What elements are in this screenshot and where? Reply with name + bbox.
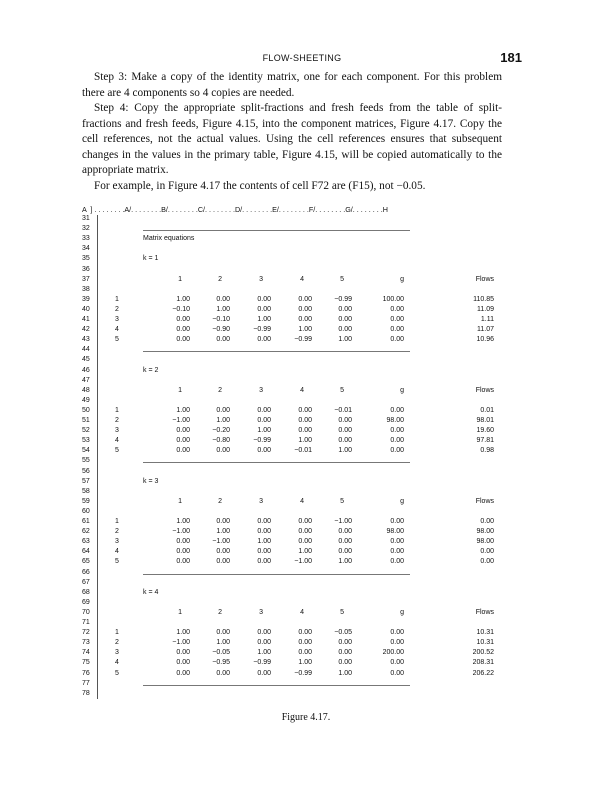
matrix-cell: 0.00 — [390, 305, 404, 313]
row-number: 34 — [82, 245, 90, 253]
matrix-cell: 200.00 — [382, 649, 404, 657]
row-number: 76 — [82, 669, 90, 677]
row-number: 68 — [82, 588, 90, 596]
matrix-cell: −0.95 — [212, 659, 230, 667]
row-number: 35 — [82, 255, 90, 263]
matrix-cell: −0.99 — [253, 326, 271, 334]
matrix-cell: 0.00 — [216, 558, 230, 566]
column-label: g — [400, 275, 404, 283]
matrix-cell: 0.00 — [257, 417, 271, 424]
matrix-cell: −0.99 — [253, 659, 271, 667]
spreadsheet-row — [82, 397, 502, 407]
matrix-cell: −1.00 — [172, 639, 190, 647]
matrix-cell: −1.00 — [294, 558, 312, 566]
matrix-cell: 0.00 — [480, 518, 494, 525]
row-number: 41 — [82, 316, 90, 323]
matrix-cell: 0.00 — [298, 316, 312, 323]
row-index: 4 — [115, 437, 119, 445]
matrix-row — [82, 649, 502, 659]
matrix-cell: −0.80 — [212, 437, 230, 445]
matrix-row — [82, 447, 502, 457]
column-label: 5 — [340, 275, 344, 283]
matrix-cell: −0.90 — [212, 326, 230, 334]
row-number: 77 — [82, 679, 90, 687]
row-index: 1 — [115, 629, 119, 637]
matrix-cell: 206.22 — [472, 669, 494, 677]
row-number: 32 — [82, 225, 90, 233]
spreadsheet-row — [82, 286, 502, 296]
row-number: 54 — [82, 447, 90, 455]
matrix-cell: 0.00 — [176, 316, 190, 323]
row-index: 4 — [115, 659, 119, 667]
row-number: 62 — [82, 528, 90, 536]
matrix-row — [82, 316, 502, 326]
matrix-cell: 0.00 — [390, 659, 404, 667]
matrix-cell: 0.00 — [216, 447, 230, 455]
matrix-row — [82, 336, 502, 346]
matrix-cell: 1.00 — [338, 669, 352, 677]
column-label: 2 — [218, 386, 222, 394]
column-label: Flows — [475, 608, 494, 616]
matrix-cell: 0.00 — [257, 639, 271, 647]
matrix-cell: 0.00 — [480, 558, 494, 566]
matrix-cell: 98.00 — [386, 417, 404, 424]
matrix-cell: 0.00 — [390, 629, 404, 637]
matrix-cell: −0.20 — [212, 427, 230, 435]
matrix-cell: 1.00 — [176, 406, 190, 414]
matrix-cell: 10.31 — [476, 639, 494, 647]
matrix-cell: 10.31 — [476, 629, 494, 637]
matrix-cell: 0.00 — [257, 629, 271, 637]
matrix-cell: −0.99 — [334, 295, 352, 303]
matrix-cell: 1.00 — [176, 518, 190, 525]
column-label: 3 — [259, 608, 263, 616]
spreadsheet-row — [82, 619, 502, 629]
matrix-row — [82, 670, 502, 680]
matrix-row — [82, 528, 502, 538]
matrix-cell: 98.01 — [476, 417, 494, 424]
column-label: Flows — [475, 497, 494, 505]
matrix-cell: −0.01 — [294, 447, 312, 455]
row-number: 50 — [82, 406, 90, 414]
matrix-equations-title: Matrix equations — [143, 235, 195, 243]
matrix-cell: 1.00 — [176, 295, 190, 303]
matrix-cell: 0.00 — [298, 518, 312, 525]
k-label: k = 2 — [143, 366, 159, 374]
matrix-cell: 0.00 — [338, 548, 352, 556]
matrix-cell: 1.11 — [480, 316, 494, 323]
matrix-cell: 0.00 — [338, 305, 352, 313]
matrix-cell: 0.00 — [390, 538, 404, 546]
row-number: 67 — [82, 578, 90, 586]
matrix-row — [82, 538, 502, 548]
row-number: 43 — [82, 336, 90, 344]
matrix-row — [82, 296, 502, 306]
row-index: 1 — [115, 406, 119, 414]
row-number: 47 — [82, 376, 90, 384]
matrix-cell: 0.00 — [176, 336, 190, 344]
matrix-cell: 0.00 — [176, 437, 190, 445]
column-label: g — [400, 608, 404, 616]
matrix-cell: 1.00 — [298, 437, 312, 445]
row-index: 1 — [115, 295, 119, 303]
row-number: 53 — [82, 437, 90, 445]
matrix-cell: 11.07 — [477, 326, 494, 334]
matrix-cell: 0.00 — [176, 649, 190, 657]
column-label: 1 — [178, 386, 182, 394]
matrix-cell: 98.00 — [386, 528, 404, 536]
matrix-cell: 0.00 — [257, 669, 271, 677]
row-number: 31 — [82, 215, 90, 222]
matrix-cell: 0.00 — [257, 518, 271, 525]
row-index: 2 — [115, 639, 119, 647]
row-number: 61 — [82, 518, 90, 525]
matrix-cell: 0.00 — [257, 548, 271, 556]
column-label: 3 — [259, 275, 263, 283]
row-number: 51 — [82, 417, 90, 424]
matrix-cell: 0.00 — [338, 538, 352, 546]
matrix-cell: −0.99 — [294, 336, 312, 344]
row-number: 57 — [82, 477, 90, 485]
matrix-cell: 0.00 — [338, 437, 352, 445]
matrix-cell: −0.99 — [253, 437, 271, 445]
matrix-row — [82, 659, 502, 669]
k-label: k = 3 — [143, 477, 159, 485]
row-number: 55 — [82, 457, 90, 465]
matrix-cell: 0.00 — [390, 518, 404, 525]
section-rule — [143, 351, 410, 352]
row-number: 38 — [82, 285, 90, 293]
matrix-cell: 0.00 — [390, 427, 404, 435]
row-number: 72 — [82, 629, 90, 637]
matrix-cell: 1.00 — [216, 639, 230, 647]
matrix-cell: 0.00 — [338, 649, 352, 657]
column-label: 1 — [178, 275, 182, 283]
row-number: 64 — [82, 548, 90, 556]
column-label: 1 — [178, 497, 182, 505]
matrix-cell: 1.00 — [298, 659, 312, 667]
matrix-cell: 0.00 — [298, 528, 312, 536]
matrix-cell: −0.10 — [212, 316, 230, 323]
row-index: 1 — [115, 518, 119, 525]
matrix-cell: 19.60 — [476, 427, 494, 435]
matrix-cell: 0.00 — [216, 669, 230, 677]
spreadsheet-row — [82, 579, 502, 589]
matrix-row — [82, 629, 502, 639]
row-index: 5 — [115, 669, 119, 677]
matrix-cell: 0.98 — [480, 447, 494, 455]
matrix-cell: 0.00 — [176, 326, 190, 334]
matrix-cell: 1.00 — [216, 528, 230, 536]
spreadsheet-row — [82, 356, 502, 366]
matrix-cell: 0.00 — [390, 447, 404, 455]
matrix-cell: 200.52 — [472, 649, 494, 657]
row-number: 75 — [82, 659, 90, 667]
row-number: 63 — [82, 538, 90, 546]
column-label: 3 — [259, 386, 263, 394]
row-number: 49 — [82, 396, 90, 404]
row-number: 33 — [82, 235, 90, 243]
row-number: 42 — [82, 326, 90, 334]
matrix-cell: 0.00 — [257, 447, 271, 455]
row-number: 36 — [82, 265, 90, 273]
matrix-cell: 1.00 — [338, 558, 352, 566]
row-number: 70 — [82, 608, 90, 616]
matrix-cell: 0.00 — [298, 649, 312, 657]
matrix-row — [82, 639, 502, 649]
matrix-cell: 0.00 — [298, 538, 312, 546]
matrix-cell: 0.00 — [338, 427, 352, 435]
matrix-header-row — [82, 387, 502, 397]
matrix-header-row — [82, 609, 502, 619]
matrix-cell: 0.00 — [390, 336, 404, 344]
matrix-cell: 0.00 — [390, 326, 404, 334]
column-label: 5 — [340, 608, 344, 616]
section-rule — [143, 574, 410, 575]
matrix-row — [82, 427, 502, 437]
matrix-cell: 0.00 — [338, 417, 352, 424]
matrix-header-row — [82, 498, 502, 508]
k-label: k = 1 — [143, 255, 159, 263]
matrix-cell: 10.96 — [476, 336, 494, 344]
row-index: 5 — [115, 558, 119, 566]
matrix-cell: 0.00 — [298, 639, 312, 647]
paragraph-step-3: Step 3: Make a copy of the identity matrix, one for each component. For this problem there are 4 components so 4 copies are needed. — [82, 71, 502, 99]
row-number: 74 — [82, 649, 90, 657]
matrix-cell: 0.00 — [216, 548, 230, 556]
matrix-cell: 110.85 — [473, 295, 494, 303]
row-number: 66 — [82, 568, 90, 576]
matrix-row — [82, 437, 502, 447]
body-text — [82, 70, 502, 194]
matrix-cell: 0.00 — [176, 669, 190, 677]
matrix-cell: 1.00 — [257, 538, 271, 546]
row-number: 56 — [82, 467, 90, 475]
matrix-cell: 0.00 — [298, 406, 312, 414]
row-index: 5 — [115, 336, 119, 344]
matrix-cell: 11.09 — [477, 305, 494, 313]
matrix-cell: 0.00 — [390, 669, 404, 677]
row-index: 2 — [115, 417, 119, 424]
column-label: 4 — [300, 275, 304, 283]
column-label: 5 — [340, 497, 344, 505]
matrix-header-row — [82, 276, 502, 286]
matrix-cell: 0.00 — [298, 295, 312, 303]
matrix-cell: 0.00 — [257, 336, 271, 344]
matrix-cell: 0.00 — [338, 326, 352, 334]
column-label: 2 — [218, 608, 222, 616]
matrix-cell: 1.00 — [257, 427, 271, 435]
row-number: 37 — [82, 275, 90, 283]
matrix-cell: 0.00 — [257, 558, 271, 566]
column-label: g — [400, 386, 404, 394]
row-number: 69 — [82, 598, 90, 606]
matrix-cell: 0.00 — [216, 629, 230, 637]
row-number: 59 — [82, 497, 90, 505]
matrix-row — [82, 417, 502, 427]
column-label: 3 — [259, 497, 263, 505]
matrix-cell: 0.00 — [216, 518, 230, 525]
column-label: g — [400, 497, 404, 505]
matrix-cell: 0.00 — [176, 558, 190, 566]
row-number: 60 — [82, 507, 90, 515]
matrix-cell: 1.00 — [176, 629, 190, 637]
row-index: 3 — [115, 316, 119, 323]
column-label: Flows — [475, 275, 494, 283]
column-label: Flows — [475, 386, 494, 394]
column-label: 2 — [218, 275, 222, 283]
matrix-cell: −0.99 — [294, 669, 312, 677]
column-label: 5 — [340, 386, 344, 394]
matrix-cell: 0.00 — [257, 406, 271, 414]
matrix-cell: 0.00 — [390, 406, 404, 414]
column-label: 2 — [218, 497, 222, 505]
matrix-cell: −0.05 — [212, 649, 230, 657]
row-index: 3 — [115, 649, 119, 657]
matrix-cell: 98.00 — [476, 538, 494, 546]
matrix-cell: 1.00 — [298, 548, 312, 556]
matrix-cell: 1.00 — [216, 417, 230, 424]
matrix-cell: 0.00 — [338, 659, 352, 667]
matrix-cell: 1.00 — [257, 649, 271, 657]
spreadsheet-row — [82, 599, 502, 609]
matrix-cell: 1.00 — [338, 336, 352, 344]
column-label: 1 — [178, 608, 182, 616]
matrix-cell: 0.00 — [298, 427, 312, 435]
matrix-cell: 0.00 — [338, 316, 352, 323]
matrix-cell: 1.00 — [338, 447, 352, 455]
row-number: 52 — [82, 427, 90, 435]
matrix-cell: −1.00 — [172, 528, 190, 536]
row-number: 48 — [82, 386, 90, 394]
row-index: 4 — [115, 548, 119, 556]
section-rule — [143, 230, 410, 231]
spreadsheet-row — [82, 266, 502, 276]
k-label: k = 4 — [143, 588, 159, 596]
matrix-cell: 0.00 — [480, 548, 494, 556]
matrix-cell: 0.00 — [390, 437, 404, 445]
row-index: 3 — [115, 538, 119, 546]
column-label: 4 — [300, 386, 304, 394]
matrix-cell: 0.00 — [298, 417, 312, 424]
row-number: 40 — [82, 305, 90, 313]
matrix-cell: 0.00 — [298, 305, 312, 313]
matrix-cell: 0.00 — [390, 316, 404, 323]
section-rule — [143, 462, 410, 463]
row-number: 65 — [82, 558, 90, 566]
spreadsheet-row — [82, 488, 502, 498]
spreadsheet-row — [82, 215, 502, 225]
spreadsheet-row — [82, 690, 502, 700]
row-number: 39 — [82, 295, 90, 303]
section-rule — [143, 685, 410, 686]
matrix-cell: 0.00 — [216, 406, 230, 414]
row-number: 44 — [82, 346, 90, 354]
matrix-cell: 1.00 — [257, 316, 271, 323]
row-number: 46 — [82, 366, 90, 374]
matrix-cell: −0.05 — [334, 629, 352, 637]
matrix-cell: −0.01 — [334, 406, 352, 414]
row-index: 5 — [115, 447, 119, 455]
matrix-cell: 98.00 — [476, 528, 494, 536]
matrix-row — [82, 407, 502, 417]
column-label: 4 — [300, 497, 304, 505]
matrix-cell: 0.00 — [216, 336, 230, 344]
matrix-cell: 0.00 — [390, 639, 404, 647]
matrix-cell: 0.00 — [338, 639, 352, 647]
spreadsheet-row — [82, 468, 502, 478]
matrix-cell: 208.31 — [472, 659, 494, 667]
running-head-title: FLOW-SHEETING — [262, 53, 342, 63]
matrix-cell: −1.00 — [334, 518, 352, 525]
matrix-cell: 0.00 — [338, 528, 352, 536]
row-number: 45 — [82, 356, 90, 364]
matrix-cell: 0.00 — [390, 548, 404, 556]
matrix-cell: −1.00 — [172, 417, 190, 424]
row-index: 2 — [115, 305, 119, 313]
row-number: 73 — [82, 639, 90, 647]
matrix-cell: 0.00 — [176, 548, 190, 556]
row-index: 3 — [115, 427, 119, 435]
matrix-cell: 0.00 — [176, 659, 190, 667]
spreadsheet-row — [82, 508, 502, 518]
spreadsheet-row — [82, 245, 502, 255]
column-label: 4 — [300, 608, 304, 616]
page-header — [82, 50, 522, 66]
matrix-cell: 0.00 — [216, 295, 230, 303]
matrix-cell: 0.00 — [298, 629, 312, 637]
matrix-cell: 0.00 — [176, 447, 190, 455]
spreadsheet-column-header: A ] . . . . . . . .A/. . . . . . . .B/. . . . . . . .C/. . . . . . . .D/. . . . . . . .E/. . . . . . . .F/. . . . . . . .G/. . . . . . . .H — [82, 205, 388, 214]
matrix-cell: −0.10 — [172, 305, 190, 313]
figure-caption: Figure 4.17. — [281, 712, 331, 723]
row-index: 2 — [115, 528, 119, 536]
row-number: 58 — [82, 487, 90, 495]
matrix-cell: 1.00 — [298, 326, 312, 334]
matrix-cell: −1.00 — [212, 538, 230, 546]
matrix-row — [82, 558, 502, 568]
matrix-cell: 0.00 — [390, 558, 404, 566]
matrix-row — [82, 518, 502, 528]
spreadsheet-row — [82, 377, 502, 387]
matrix-row — [82, 548, 502, 558]
matrix-cell: 0.01 — [480, 406, 494, 414]
page-number: 181 — [500, 50, 522, 65]
matrix-cell: 0.00 — [257, 305, 271, 313]
matrix-cell: 1.00 — [216, 305, 230, 313]
matrix-cell: 100.00 — [382, 295, 404, 303]
matrix-cell: 0.00 — [176, 427, 190, 435]
matrix-cell: 97.81 — [476, 437, 494, 445]
matrix-cell: 0.00 — [176, 538, 190, 546]
matrix-cell: 0.00 — [257, 295, 271, 303]
row-number: 78 — [82, 689, 90, 697]
row-index: 4 — [115, 326, 119, 334]
matrix-cell: 0.00 — [257, 528, 271, 536]
matrix-row — [82, 306, 502, 316]
paragraph-step-4: Step 4: Copy the appropriate split-fractions and fresh feeds from the table of split-fractions and fresh feeds, Figure 4.15, into the component matrices, Figure 4.17. Copy the cell references, not the actual values. Using the cell references ensures that subsequent changes in the values in the primary table, Figure 4.15, will be copied automatically to the appropriate matrix. — [82, 102, 502, 176]
matrix-row — [82, 326, 502, 336]
row-number: 71 — [82, 619, 90, 626]
paragraph-example: For example, in Figure 4.17 the contents of cell F72 are (F15), not −0.05. — [94, 179, 426, 192]
